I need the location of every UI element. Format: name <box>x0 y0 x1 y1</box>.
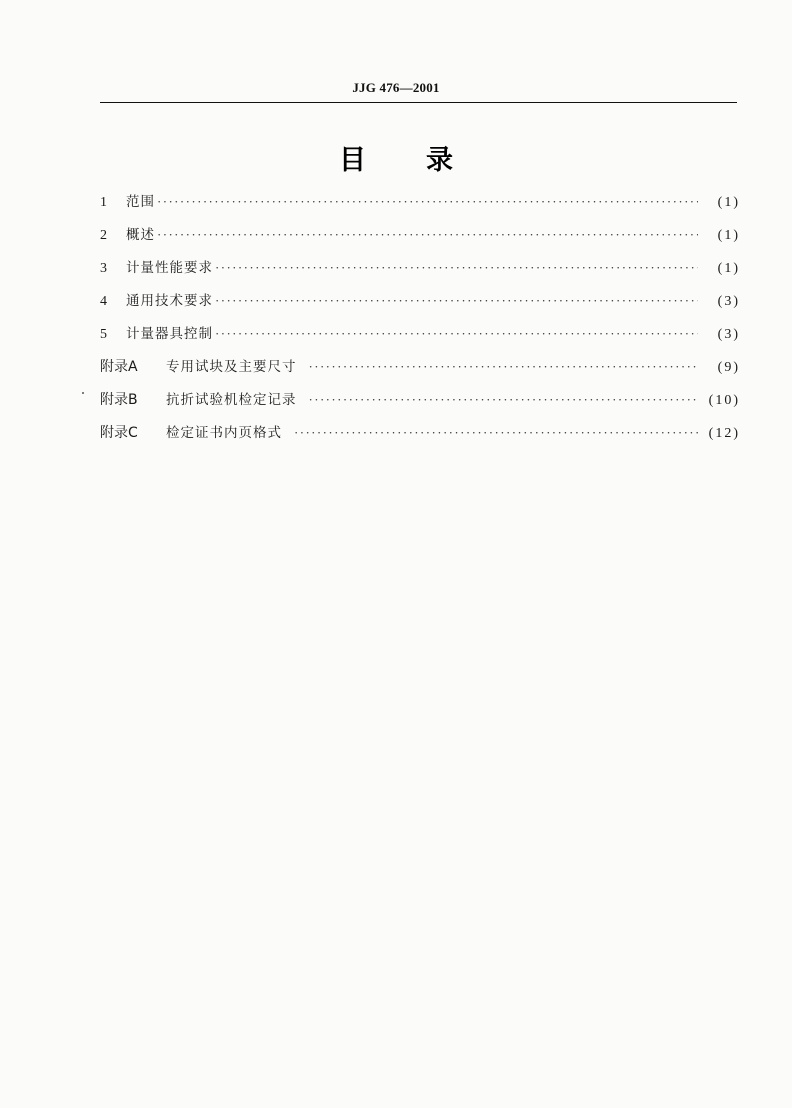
toc-dot-leader <box>309 392 699 408</box>
toc-entry-appendix-b[interactable] <box>100 388 740 421</box>
toc-entry-label: 概述 <box>126 227 155 243</box>
toc-entry-number: 1 <box>100 195 107 210</box>
header-rule <box>100 102 737 103</box>
toc-page-number: (12) <box>708 426 740 441</box>
toc-page-number: (10) <box>708 393 740 408</box>
toc-entry-1[interactable] <box>100 190 740 223</box>
toc-title: 目录 <box>339 145 513 176</box>
toc-entry-number: 4 <box>100 294 107 309</box>
table-of-contents <box>100 190 740 454</box>
toc-page-number: (9) <box>717 360 740 375</box>
toc-entry-label: 抗折试验机检定记录 <box>166 392 297 408</box>
toc-entry-3[interactable] <box>100 256 740 289</box>
toc-entry-2[interactable] <box>100 223 740 256</box>
toc-entry-label: 计量性能要求 <box>126 260 213 276</box>
toc-entry-number: 附录C <box>100 425 138 441</box>
scan-speck <box>82 392 84 394</box>
toc-entry-number: 附录A <box>100 359 138 375</box>
toc-dot-leader <box>215 260 698 276</box>
toc-entry-number: 附录B <box>100 392 138 408</box>
toc-entry-5[interactable] <box>100 322 740 355</box>
toc-entry-label: 专用试块及主要尺寸 <box>166 359 297 375</box>
toc-dot-leader <box>157 194 698 210</box>
toc-entry-4[interactable] <box>100 289 740 322</box>
toc-page-number: (3) <box>717 294 740 309</box>
toc-dot-leader <box>215 293 698 309</box>
toc-entry-label: 计量器具控制 <box>126 326 213 342</box>
toc-entry-number: 3 <box>100 261 107 276</box>
toc-dot-leader <box>215 326 698 342</box>
toc-page-number: (3) <box>717 327 740 342</box>
toc-entry-label: 通用技术要求 <box>126 293 213 309</box>
toc-dot-leader <box>294 425 698 441</box>
toc-entry-label: 检定证书内页格式 <box>166 425 282 441</box>
toc-entry-number: 2 <box>100 228 107 243</box>
toc-page-number: (1) <box>717 195 740 210</box>
toc-entry-number: 5 <box>100 327 107 342</box>
toc-page-number: (1) <box>717 228 740 243</box>
toc-dot-leader <box>157 227 698 243</box>
toc-dot-leader <box>309 359 699 375</box>
toc-page-number: (1) <box>717 261 740 276</box>
toc-entry-appendix-c[interactable] <box>100 421 740 454</box>
toc-entry-appendix-a[interactable] <box>100 355 740 388</box>
toc-entry-label: 范围 <box>126 194 155 210</box>
document-code-header: JJG 476—2001 <box>352 80 440 95</box>
